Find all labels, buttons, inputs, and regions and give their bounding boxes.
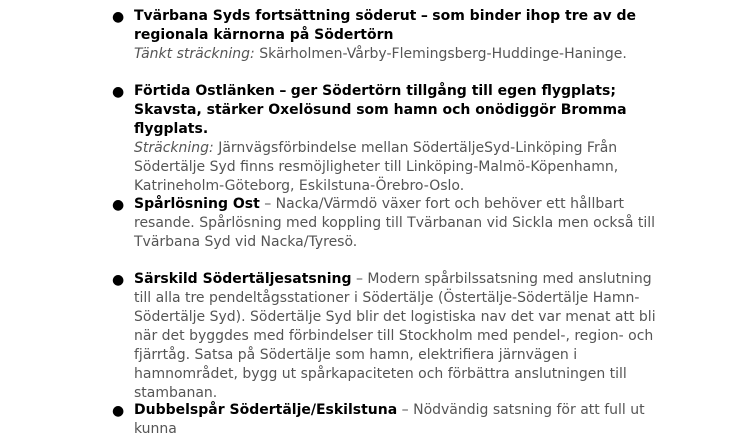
list-item <box>112 195 672 252</box>
list-item-title: Särskild Södertäljesatsning <box>134 271 352 287</box>
list-item-separator: – <box>420 8 428 24</box>
bullet-icon: ● <box>112 272 125 288</box>
list-item-title: Spårlösning Ost <box>134 196 260 212</box>
list-item-title: Dubbelspår Södertälje/Eskilstuna <box>134 402 398 418</box>
list-item-content <box>134 7 672 64</box>
list-item-content <box>134 82 672 196</box>
list-item <box>112 401 672 439</box>
list-item-description <box>134 45 672 64</box>
bullet-icon: ● <box>112 9 125 25</box>
list-item-label: Sträckning: <box>134 140 214 156</box>
list-item-description <box>134 139 672 196</box>
list-item-highlight: ger Södertörn tillgång till egen flygplats; Skavsta, stärker Oxelösund som hamn och onödiggör Bromma flygplats. <box>134 83 627 137</box>
list-item-text: Nödvändig satsning för att full ut kunna <box>134 402 645 437</box>
list-item-separator: – <box>401 402 409 418</box>
list-item-separator: – <box>355 271 363 287</box>
list-item-text: Nacka/Värmdö växer fort och behöver ett hållbart resande. Spårlösning med koppling till Tvärbanan vid Sickla men också till Tvärbana Syd vid Nacka/Tyresö. <box>134 196 656 250</box>
list-item-separator: – <box>279 83 287 99</box>
list-item-heading <box>134 82 672 139</box>
list-item <box>112 270 672 403</box>
list-item-highlight: som binder ihop tre av de regionala kärnorna på Södertörn <box>134 8 636 43</box>
bullet-icon: ● <box>112 403 125 419</box>
bullet-icon: ● <box>112 84 125 100</box>
list-item <box>112 7 672 64</box>
list-item-separator: – <box>264 196 272 212</box>
list-item-content <box>134 401 672 439</box>
list-item-content <box>134 195 672 252</box>
list-item-label: Tänkt sträckning: <box>134 46 255 62</box>
list-item-heading <box>134 7 672 45</box>
list-item-text: Modern spårbilssatsning med anslutning till alla tre pendeltågsstationer i Södertälje (Östertälje-Södertälje Hamn-Södertälje Syd). Södertälje Syd blir det logistiska nav det var menat att bli när det byggdes med förbindelser till Stockholm med pendel-, region- och fjärrtåg. Satsa på Södertälje som hamn, elektrifiera järnvägen i hamnområdet, bygg ut spårkapaciteten och förbättra anslutningen till stambanan. <box>134 271 656 401</box>
list-item-title: Förtida Ostlänken <box>134 83 275 99</box>
list-item <box>112 82 672 196</box>
list-item-content <box>134 270 672 403</box>
list-item-text: Järnvägsförbindelse mellan SödertäljeSyd-Linköping Från Södertälje Syd finns resmöjligheter till Linköping-Malmö-Köpenhamn, Katrineholm-Göteborg, Eskilstuna-Örebro-Oslo. <box>134 140 619 194</box>
list-item-title: Tvärbana Syds fortsättning söderut <box>134 8 417 24</box>
bullet-icon: ● <box>112 197 125 213</box>
list-item-text: Skärholmen-Vårby-Flemingsberg-Huddinge-Haninge. <box>259 46 627 62</box>
